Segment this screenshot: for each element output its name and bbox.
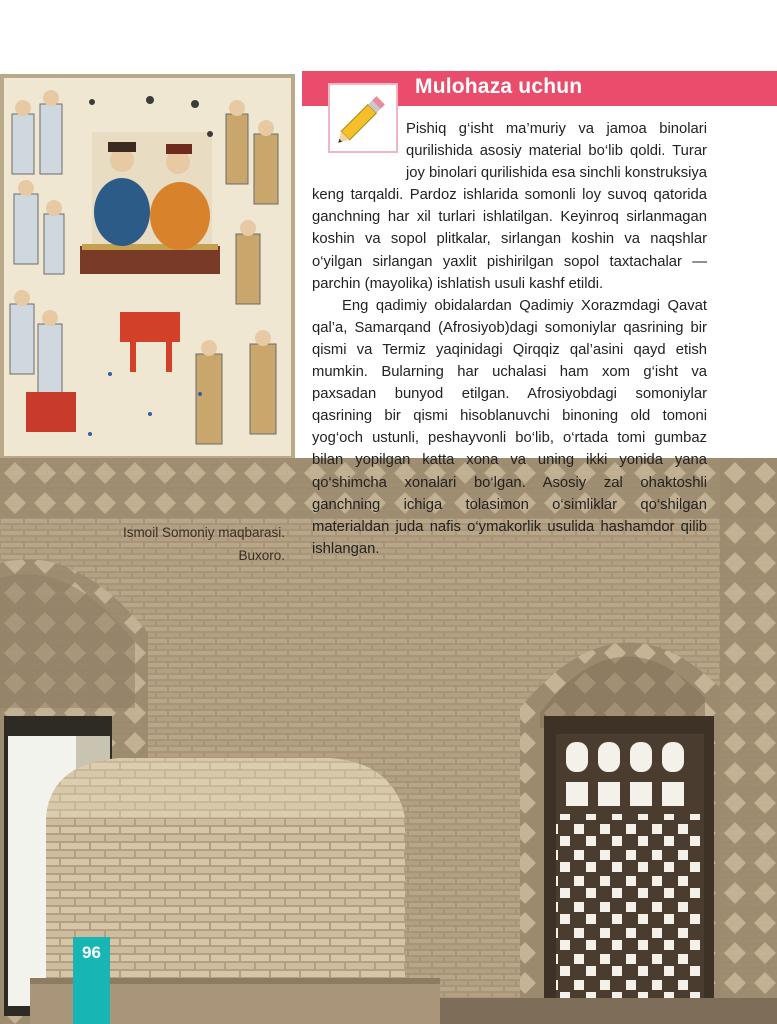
photo-caption xyxy=(105,521,285,567)
caption-line-1: Ismoil Somoniy maqbarasi. xyxy=(122,525,285,540)
miniature-painting xyxy=(0,74,295,460)
body-text xyxy=(312,118,707,560)
miniature-illustration xyxy=(0,74,295,460)
page-number: 96 xyxy=(82,943,101,962)
caption-line-2: Buxoro. xyxy=(238,548,285,563)
paragraph-1: Pishiq g‘isht ma’muriy va jamoa binolari qurilishida asosiy material bo‘lib qoldi. Turar joy binolari qurilishida esa sinchli konstruksiya keng tarqaldi. Pardoz ishlarida somonli loy suvoq qatorida ganchning har xil turlari ishlatilgan. Keyinroq sirlanmagan koshin va sopol plitkalar, sirlangan koshin va naqshlar o‘yilgan sirlangan yaxlit pishirilgan sopol taxtachalar — parchin (mayolika) ishlatish usuli kashf etildi. xyxy=(312,121,708,292)
icon-float-spacer xyxy=(312,118,406,184)
header-title: Mulohaza uchun xyxy=(415,75,583,98)
page-number-tab xyxy=(73,937,110,1024)
paragraph-2: Eng qadimiy obidalardan Qadimiy Xorazmdagi Qavat qal’a, Samarqand (Afrosiyob)dagi somoniylar qasrining bir qismi va Termiz yaqinidagi Qirqqiz qal’asini qayd etish mumkin. Bularning har uchalasi ham xom g‘isht va paxsadan bunyod etilgan. Afrosiyobdagi somoniylar qasrining bir qismi hisoblanuvchi binoning old tomoni yog‘och ustunli, peshayvonli bo‘lib, o‘rtada tomi gumbaz bilan yopilgan katta xona va uning ikki yonida yana qo‘shimcha xonalari bo‘lgan. Asosiy zal ohaktoshli ganchning ichiga tolasimon o‘simliklar qo‘shilgan materialdan juda nafis o‘ymakorlik usulida hashamdor qilib ishlangan. xyxy=(312,297,707,557)
